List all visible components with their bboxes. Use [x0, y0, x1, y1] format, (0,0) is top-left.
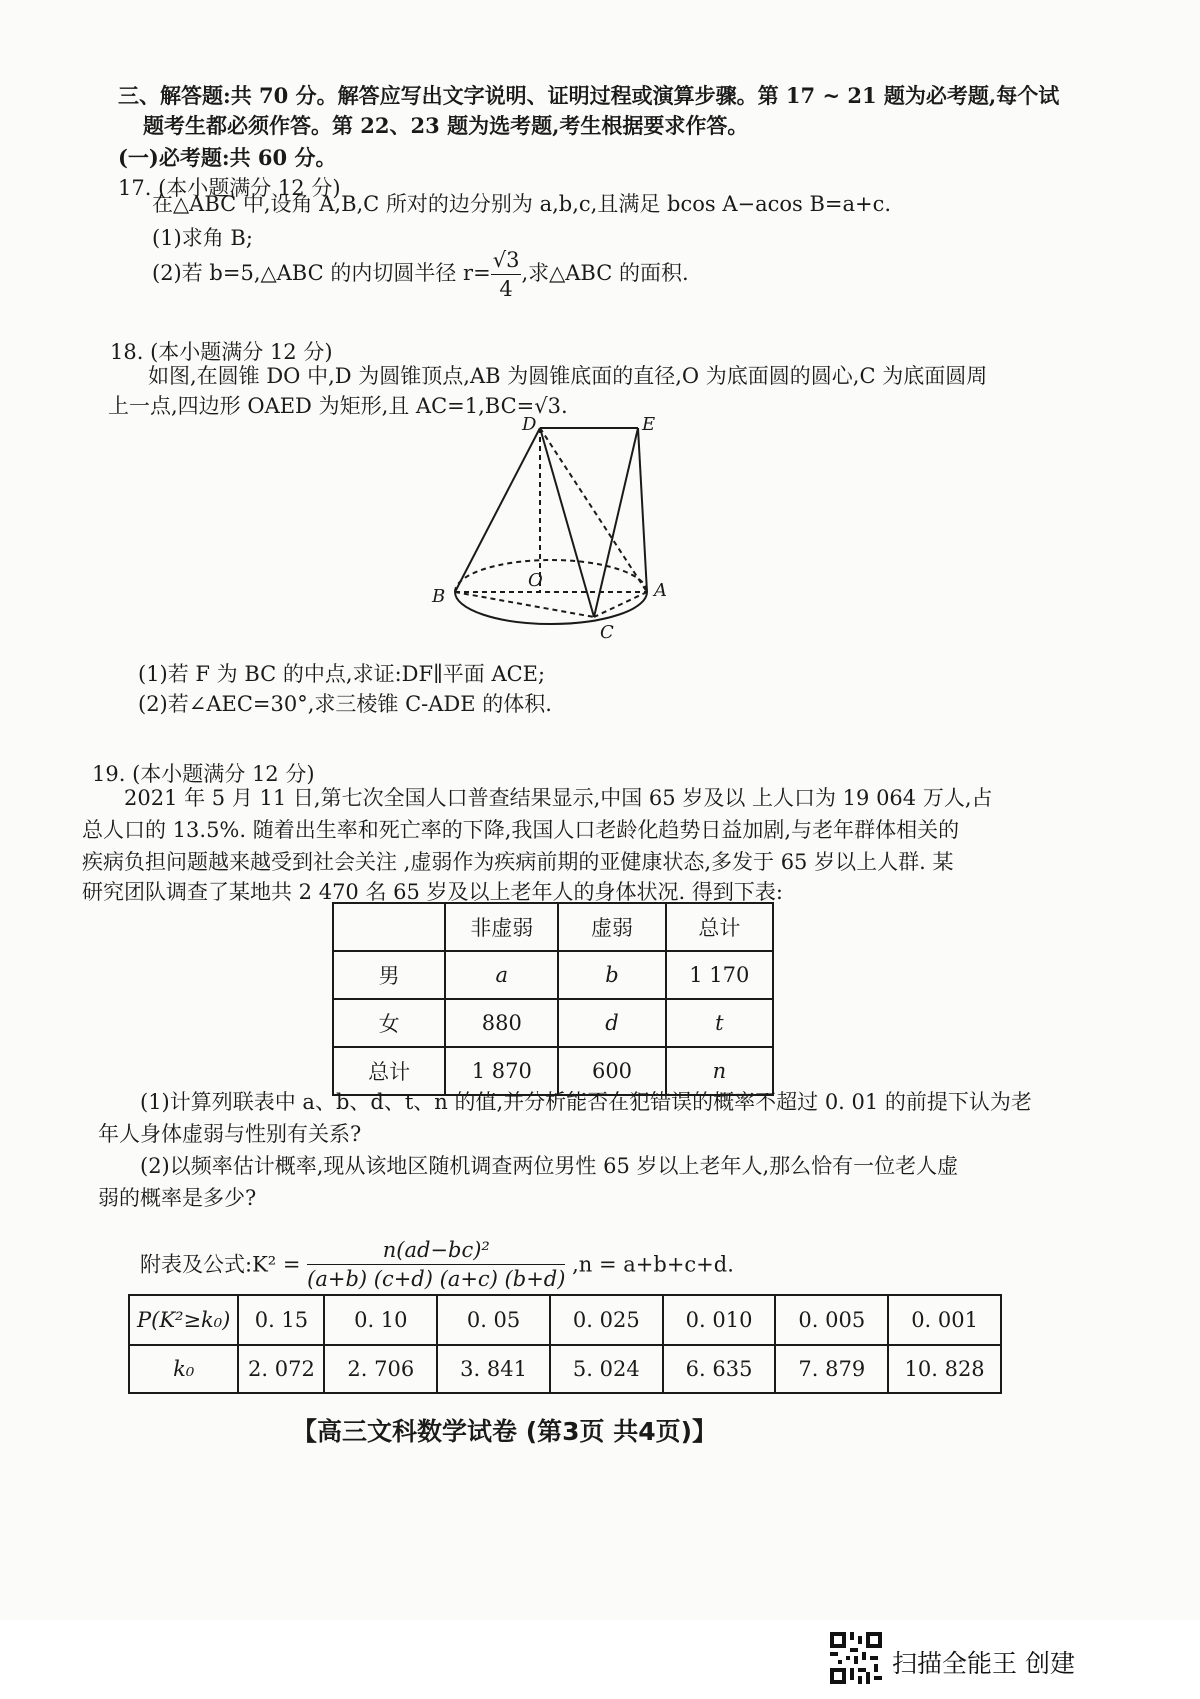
k-table-cell: 0. 001	[888, 1295, 1001, 1345]
edge-DB	[455, 428, 540, 592]
formula-lead: 附表及公式:K² =	[140, 1252, 301, 1277]
cone-base-back-arc	[455, 560, 647, 592]
q18-title: 18. (本小题满分 12 分)	[110, 340, 333, 364]
label-C: C	[600, 622, 614, 643]
q17-radius-fraction	[491, 246, 522, 303]
edge-DC	[540, 428, 594, 617]
k-table-cell: 0. 025	[550, 1295, 663, 1345]
table-row	[333, 951, 773, 999]
table-header-cell: 总计	[666, 903, 773, 951]
table-cell: n	[666, 1047, 773, 1095]
table-cell: b	[558, 951, 665, 999]
k-table-row-label: k₀	[129, 1345, 238, 1393]
table-cell: 880	[445, 999, 558, 1047]
q19-part1-line2: 年人身体虚弱与性别有关系?	[98, 1122, 362, 1146]
q17-fraction-numerator: √3	[491, 246, 522, 275]
k-table-row-k	[129, 1345, 1001, 1393]
q19-paragraph-line1: 2021 年 5 月 11 日,第七次全国人口普查结果显示,中国 65 岁及以 上人口为 19 064 万人,占	[124, 786, 993, 810]
k-table-cell: 6. 635	[663, 1345, 776, 1393]
table-cell: 1 870	[445, 1047, 558, 1095]
table-header-row	[333, 903, 773, 951]
q17-title: 17. (本小题满分 12 分)	[118, 176, 341, 200]
edge-DA	[540, 428, 647, 592]
q18-stem-line1: 如图,在圆锥 DO 中,D 为圆锥顶点,AB 为圆锥底面的直径,O 为底面圆的圆心,C 为底面圆周	[148, 364, 988, 388]
table-cell: d	[558, 999, 665, 1047]
q19-paragraph-line4: 研究团队调查了某地共 2 470 名 65 岁及以上老年人的身体状况. 得到下表:	[82, 880, 783, 904]
formula-fraction	[307, 1236, 565, 1293]
k-table-cell: 2. 072	[238, 1345, 324, 1393]
k-table-cell: 0. 005	[775, 1295, 888, 1345]
k-table-cell: 7. 879	[775, 1345, 888, 1393]
scanner-label: 扫描全能王 创建	[892, 1649, 1075, 1678]
q18-stem-line2: 上一点,四边形 OAED 为矩形,且 AC=1,BC=√3.	[108, 394, 568, 418]
table-header-cell: 非虚弱	[445, 903, 558, 951]
q19-part2-line1: (2)以频率估计概率,现从该地区随机调查两位男性 65 岁以上老年人,那么恰有一位老人虚	[140, 1154, 959, 1178]
k-table-cell: 0. 15	[238, 1295, 324, 1345]
q17-stem: 在△ABC 中,设角 A,B,C 所对的边分别为 a,b,c,且满足 bcos A−acos B=a+c.	[152, 192, 892, 216]
section-heading-line2: 题考生都必须作答。第 22、23 题为选考题,考生根据要求作答。	[143, 113, 749, 138]
q19-paragraph-line3: 疾病负担问题越来越受到社会关注 ,虚弱作为疾病前期的亚健康状态,多发于 65 岁以上人群. 某	[82, 850, 954, 874]
q17-part2-after: ,求△ABC 的面积.	[521, 261, 689, 285]
table-cell: a	[445, 951, 558, 999]
k-table-cell: 3. 841	[437, 1345, 550, 1393]
label-B: B	[432, 586, 446, 607]
chord-BC	[455, 592, 594, 617]
edge-EA	[638, 428, 647, 592]
q17-part1: (1)求角 B;	[152, 226, 253, 250]
table-cell: 总计	[333, 1047, 445, 1095]
q18-part2: (2)若∠AEC=30°,求三棱锥 C-ADE 的体积.	[138, 692, 552, 716]
page-footer: 【高三文科数学试卷 (第3页 共4页)】	[292, 1417, 718, 1446]
label-D: D	[522, 414, 537, 435]
qr-code-icon	[830, 1632, 882, 1684]
table-row	[333, 999, 773, 1047]
k-table-cell: 10. 828	[888, 1345, 1001, 1393]
section-heading-line1: 三、解答题:共 70 分。解答应写出文字说明、证明过程或演算步骤。第 17 ~ 21 题为必考题,每个试	[118, 83, 1060, 108]
k-table-cell: 5. 024	[550, 1345, 663, 1393]
q19-formula	[140, 1236, 734, 1293]
table-cell: 1 170	[666, 951, 773, 999]
q19-part2-line2: 弱的概率是多少?	[98, 1186, 257, 1210]
table-header-cell	[333, 903, 445, 951]
k-table-cell: 0. 05	[437, 1295, 550, 1345]
k-table-cell: 0. 10	[324, 1295, 437, 1345]
scanner-watermark-bar	[0, 1620, 1200, 1699]
q17-part2	[152, 246, 689, 303]
table-header-cell: 虚弱	[558, 903, 665, 951]
formula-denominator: (a+b) (c+d) (a+c) (b+d)	[307, 1267, 566, 1291]
k-table-cell: 0. 010	[663, 1295, 776, 1345]
q17-fraction-denominator: 4	[499, 277, 513, 301]
k-table-cell: 2. 706	[324, 1345, 437, 1393]
formula-numerator: n(ad−bc)²	[307, 1236, 565, 1265]
section-subheading: (一)必考题:共 60 分。	[118, 145, 337, 170]
q19-title: 19. (本小题满分 12 分)	[92, 762, 315, 786]
table-cell: t	[666, 999, 773, 1047]
contingency-table	[332, 902, 774, 1096]
k-table-row-label: P(K²≥k₀)	[129, 1295, 238, 1345]
q18-part1: (1)若 F 为 BC 的中点,求证:DF∥平面 ACE;	[138, 662, 546, 686]
k-table-row-p	[129, 1295, 1001, 1345]
formula-tail: ,n = a+b+c+d.	[572, 1252, 734, 1277]
table-cell: 男	[333, 951, 445, 999]
label-A: A	[654, 580, 667, 601]
k-critical-table	[128, 1294, 1002, 1394]
q19-part1-line1: (1)计算列联表中 a、b、d、t、n 的值,并分析能否在犯错误的概率不超过 0. 01 的前提下认为老	[140, 1090, 1032, 1114]
label-E: E	[642, 414, 656, 435]
cone-figure	[420, 412, 690, 647]
q17-part2-before: (2)若 b=5,△ABC 的内切圆半径 r=	[152, 261, 491, 285]
label-O: O	[528, 570, 543, 591]
table-cell: 600	[558, 1047, 665, 1095]
table-cell: 女	[333, 999, 445, 1047]
q19-paragraph-line2: 总人口的 13.5%. 随着出生率和死亡率的下降,我国人口老龄化趋势日益加剧,与老年群体相关的	[82, 818, 960, 842]
